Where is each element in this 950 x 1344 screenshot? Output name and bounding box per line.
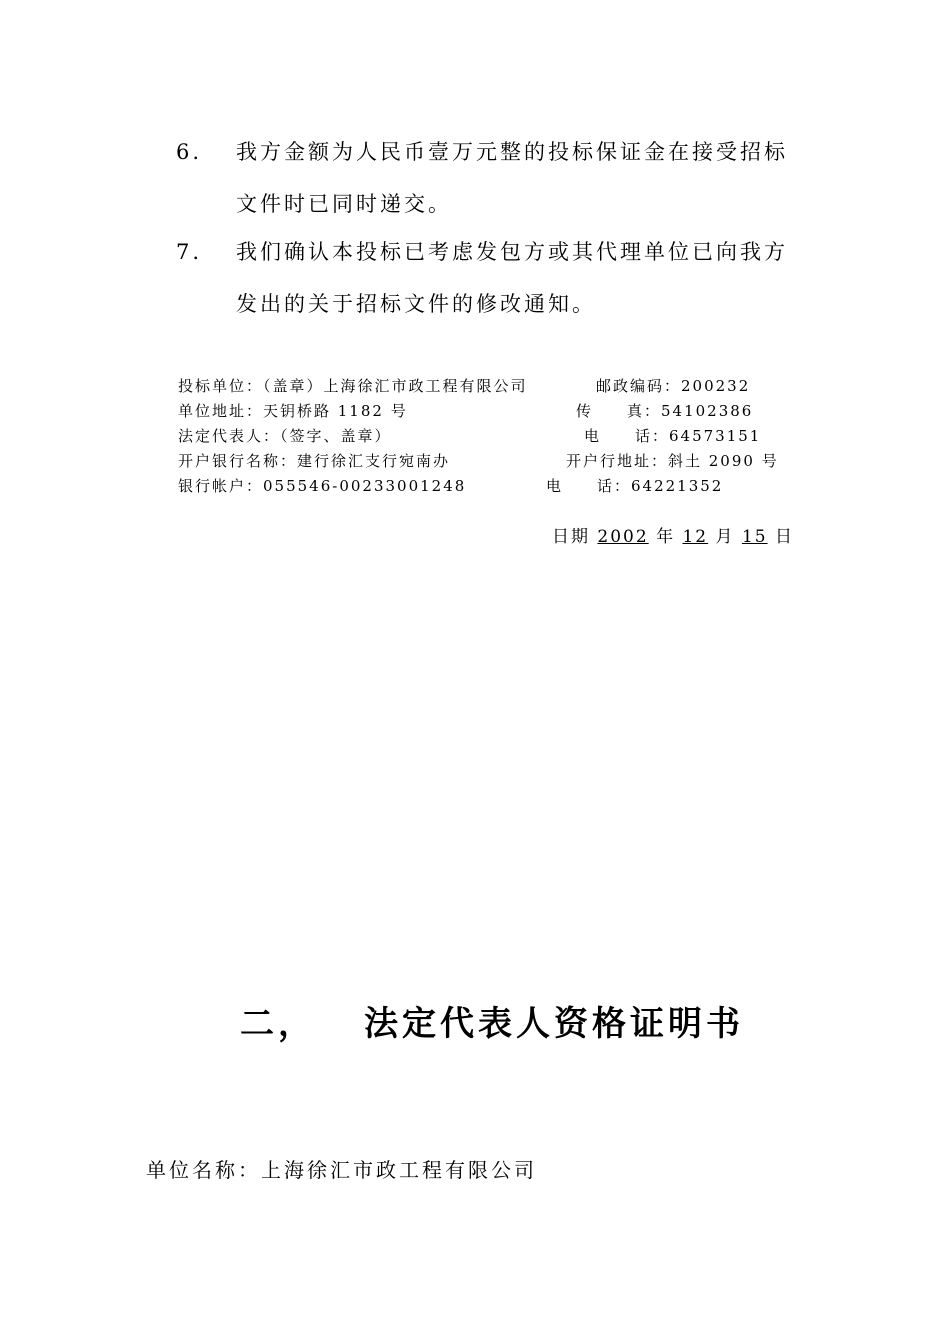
- unit-address: 单位地址：天钥桥路 1182 号: [178, 402, 408, 420]
- legal-representative: 法定代表人：（签字、盖章）: [178, 427, 392, 445]
- clause-7: [176, 226, 816, 330]
- bank-account: 银行帐户：055546-00233001248: [178, 477, 467, 495]
- bank-name: 开户银行名称：建行徐汇支行宛南办: [178, 452, 451, 470]
- date-day-unit: 日: [774, 527, 794, 547]
- bidder-unit: 投标单位：（盖章）上海徐汇市政工程有限公司: [178, 377, 528, 395]
- info-row: [178, 374, 818, 399]
- clause-line: 发出的关于招标文件的修改通知。: [236, 292, 596, 316]
- info-row: [178, 424, 818, 449]
- date-month-unit: 月: [715, 527, 735, 547]
- clause-line: 文件时已同时递交。: [236, 192, 452, 216]
- clause-line: 我们确认本投标已考虑发包方或其代理单位已向我方: [236, 240, 788, 264]
- date-day: 15: [741, 527, 768, 547]
- unit-name: 单位名称：上海徐汇市政工程有限公司: [146, 1158, 537, 1182]
- info-row: [178, 474, 818, 499]
- phone-number: 电 话：64573151: [584, 427, 762, 445]
- date-prefix: 日期: [552, 527, 590, 547]
- clause-number: 6.: [176, 140, 203, 164]
- clause-number: 7.: [176, 240, 203, 264]
- info-row: [178, 399, 818, 424]
- signing-date: [552, 522, 794, 547]
- bidder-info-block: [178, 374, 818, 499]
- date-year-unit: 年: [656, 527, 676, 547]
- section-number: 二，: [240, 1004, 316, 1044]
- fax-number: 传 真：54102386: [576, 402, 754, 420]
- bank-address: 开户行地址：斜土 2090 号: [566, 452, 779, 470]
- clause-6: [176, 126, 816, 230]
- section-heading: [240, 996, 744, 1045]
- info-row: [178, 449, 818, 474]
- date-month: 12: [682, 527, 709, 547]
- postal-code: 邮政编码：200232: [596, 377, 751, 395]
- clause-line: 我方金额为人民币壹万元整的投标保证金在接受招标: [236, 140, 788, 164]
- section-title: 法定代表人资格证明书: [364, 1004, 744, 1044]
- date-year: 2002: [597, 527, 649, 547]
- phone-number-2: 电 话：64221352: [546, 477, 724, 495]
